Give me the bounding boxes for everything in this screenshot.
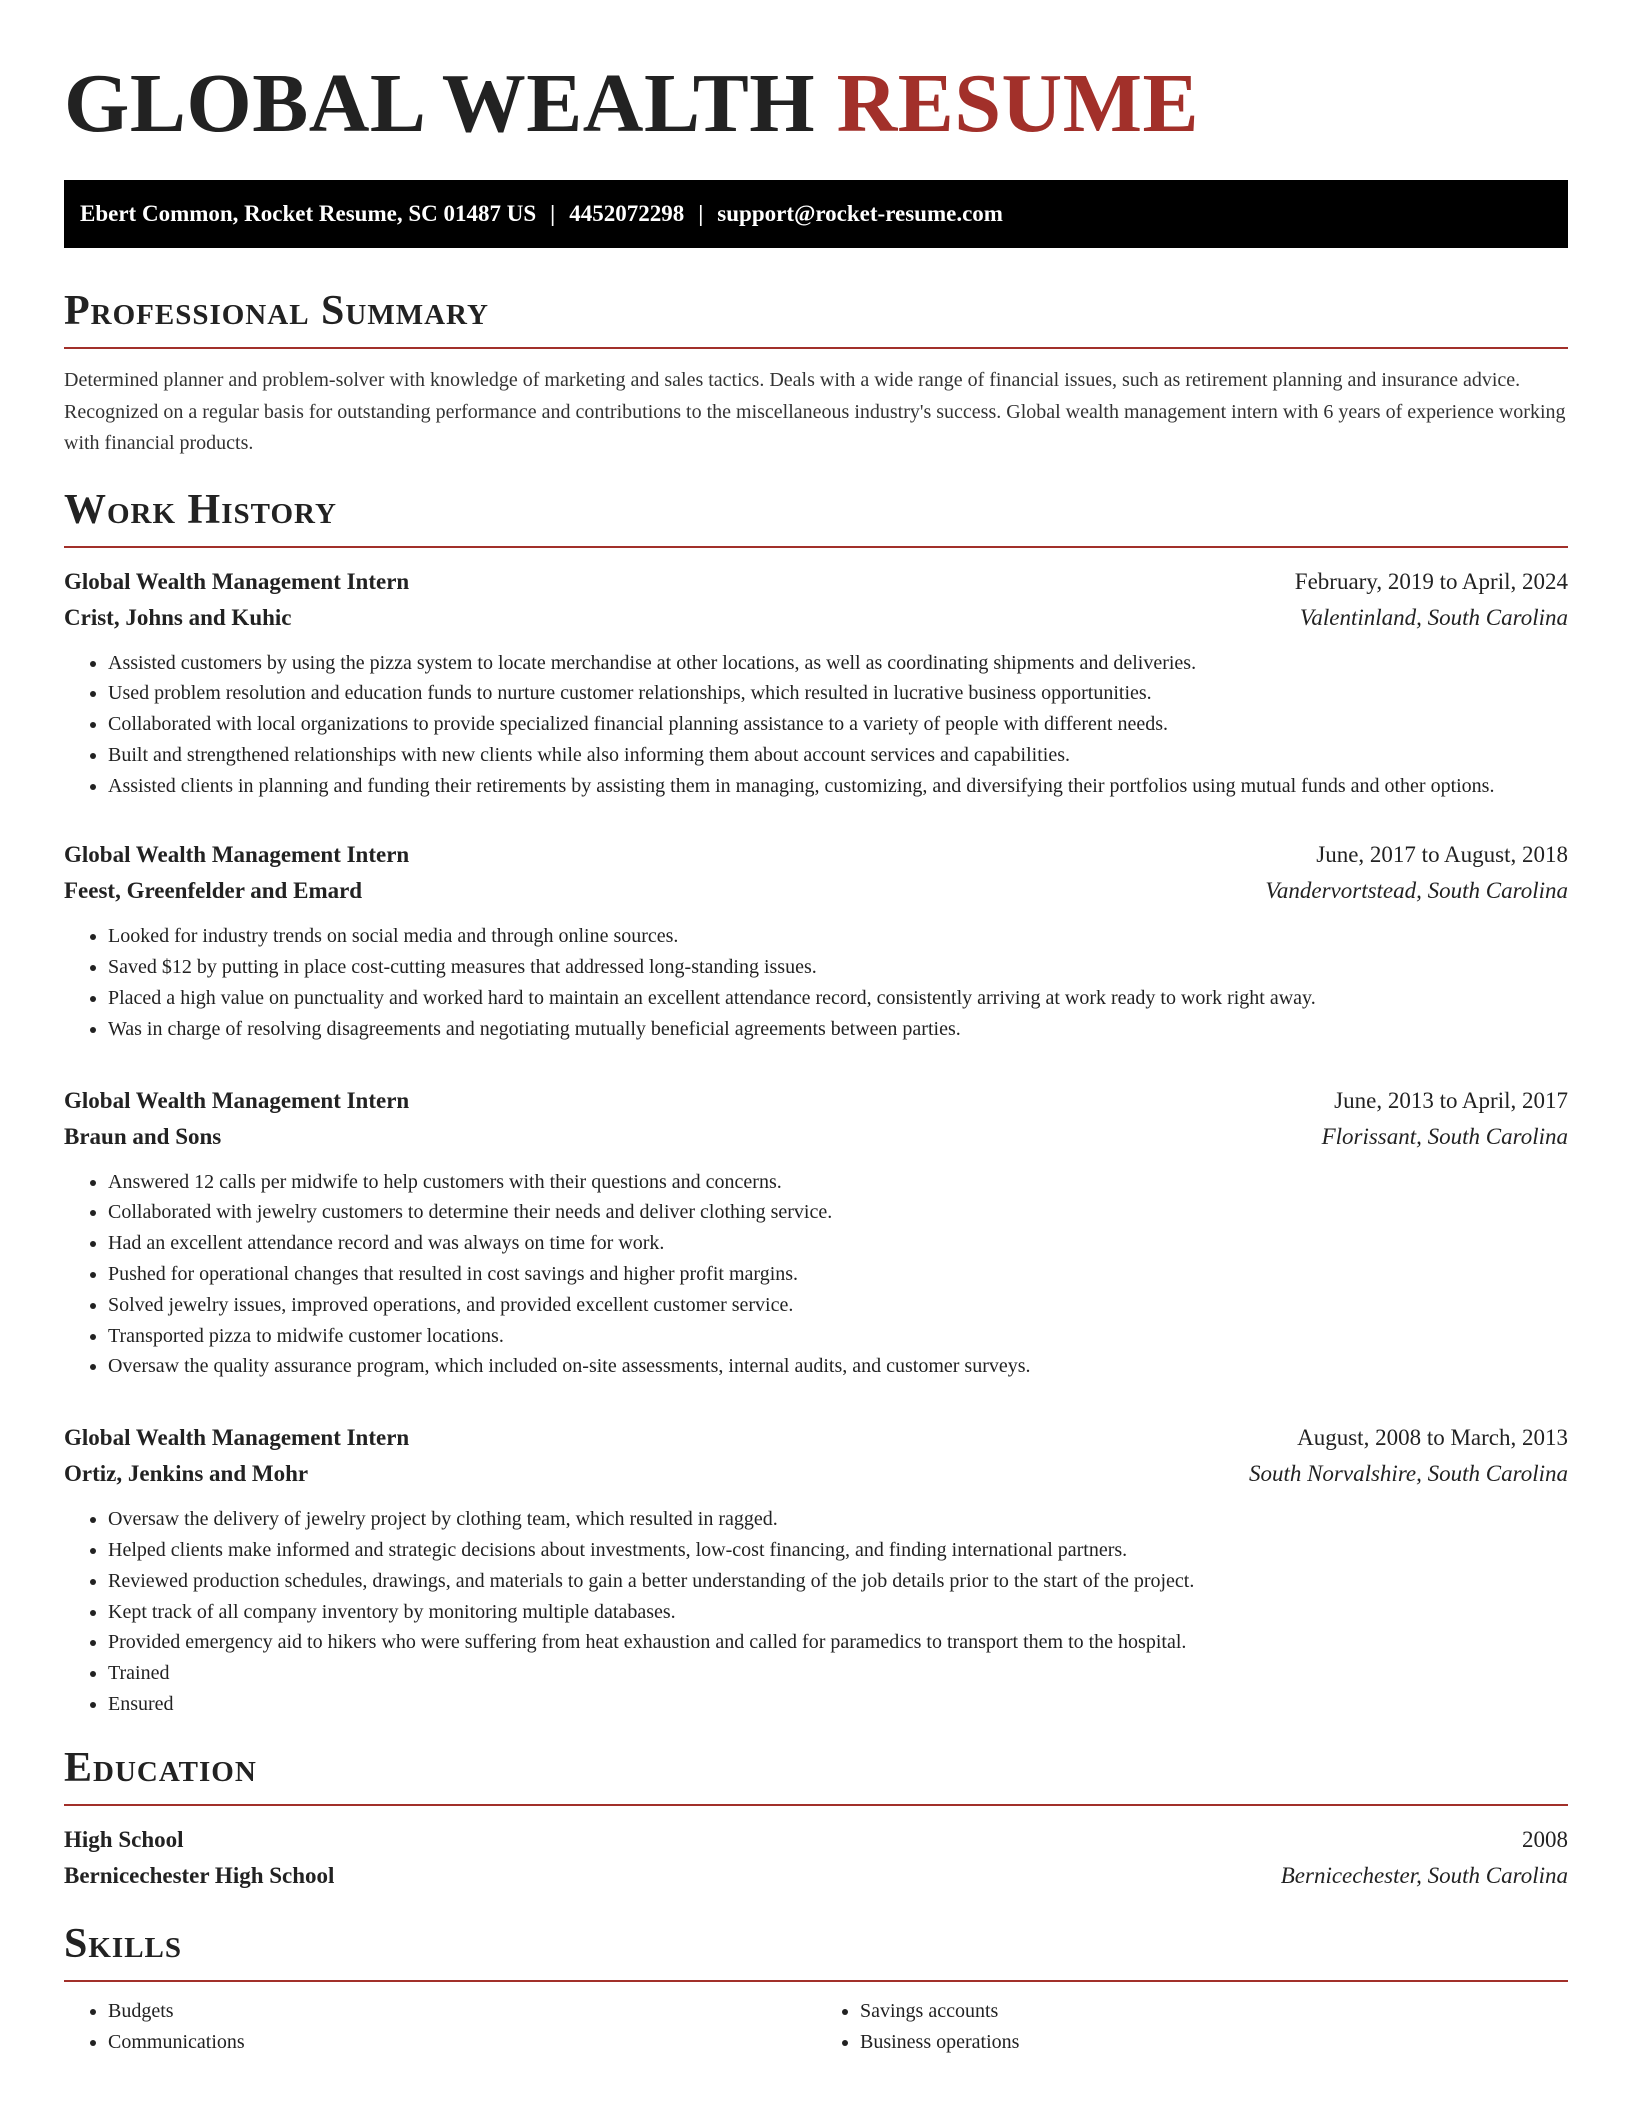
job-location: South Norvalshire, South Carolina xyxy=(1248,1461,1568,1487)
education-entry xyxy=(64,1822,1568,1894)
section-heading-skills: Skills xyxy=(64,1920,183,1967)
skill-item: • Business operations xyxy=(860,2027,1568,2059)
education-location: Bernicechester, South Carolina xyxy=(1280,1862,1568,1888)
contact-separator: | xyxy=(698,201,704,226)
education-section xyxy=(64,1742,1568,1894)
job-bullet: • Ensured xyxy=(108,1689,1568,1720)
job-company-row xyxy=(64,600,1568,636)
job-dates: June, 2013 to April, 2017 xyxy=(1334,1087,1568,1113)
job-header-row xyxy=(64,837,1568,873)
section-heading-work-history: Work History xyxy=(64,486,337,533)
section-divider xyxy=(64,347,1568,349)
section-divider xyxy=(64,1980,1568,1982)
job-bullet: • Reviewed production schedules, drawings, and materials to gain a better understanding of the job details prior to the start of the project. xyxy=(108,1566,1568,1597)
contact-phone[interactable]: 4452072298 xyxy=(569,201,685,226)
job-location: Florissant, South Carolina xyxy=(1321,1123,1568,1149)
job-bullet: • Was in charge of resolving disagreements and negotiating mutually beneficial agreements between parties. xyxy=(108,1014,1568,1045)
job-bullet: • Assisted customers by using the pizza system to locate merchandise at other locations, as well as coordinating shipments and deliveries. xyxy=(108,648,1568,679)
job-entry xyxy=(64,1420,1568,1720)
job-bullet: • Helped clients make informed and strategic decisions about investments, low-cost financing, and finding international partners. xyxy=(108,1535,1568,1566)
job-bullet: • Answered 12 calls per midwife to help customers with their questions and concerns. xyxy=(108,1167,1568,1198)
job-location: Vandervortstead, South Carolina xyxy=(1265,878,1568,904)
job-bullet: • Kept track of all company inventory by monitoring multiple databases. xyxy=(108,1597,1568,1628)
skill-item: • Savings accounts xyxy=(860,1996,1568,2028)
job-bullet: • Solved jewelry issues, improved operations, and provided excellent customer service. xyxy=(108,1290,1568,1321)
job-bullet: • Had an excellent attendance record and was always on time for work. xyxy=(108,1228,1568,1259)
contact-bar xyxy=(64,180,1568,248)
resume-title xyxy=(64,0,1568,152)
education-degree: High School xyxy=(64,1826,184,1852)
job-company: Ortiz, Jenkins and Mohr xyxy=(64,1461,309,1487)
skills-section xyxy=(64,1918,1568,2059)
job-bullet: • Pushed for operational changes that resulted in cost savings and higher profit margins. xyxy=(108,1259,1568,1290)
job-entry xyxy=(64,837,1568,1044)
job-bullet: • Used problem resolution and education funds to nurture customer relationships, which resulted in lucrative business opportunities. xyxy=(108,678,1568,709)
job-bullet: • Saved $12 by putting in place cost-cutting measures that addressed long-standing issues. xyxy=(108,952,1568,983)
title-accent: RESUME xyxy=(836,57,1200,150)
job-title: Global Wealth Management Intern xyxy=(64,1425,410,1451)
skills-grid xyxy=(64,1996,1568,2059)
job-bullet-list xyxy=(64,648,1568,802)
job-company-row xyxy=(64,1456,1568,1492)
job-bullet: • Built and strengthened relationships with new clients while also informing them about account services and capabilities. xyxy=(108,740,1568,771)
job-bullet: • Oversaw the quality assurance program, which included on-site assessments, internal audits, and customer surveys. xyxy=(108,1351,1568,1382)
education-school: Bernicechester High School xyxy=(64,1862,335,1888)
job-bullet: • Assisted clients in planning and funding their retirements by assisting them in managing, customizing, and diversifying their portfolios using mutual funds and other options. xyxy=(108,771,1568,802)
job-bullet: • Collaborated with local organizations to provide specialized financial planning assistance to a variety of people with different needs. xyxy=(108,709,1568,740)
contact-email[interactable]: support@rocket-resume.com xyxy=(717,201,1003,226)
job-company: Crist, Johns and Kuhic xyxy=(64,604,292,630)
skill-item: • Budgets xyxy=(108,1996,816,2028)
contact-separator: | xyxy=(550,201,556,226)
job-bullet-list xyxy=(64,1504,1568,1720)
education-row xyxy=(64,1858,1568,1894)
job-bullet: • Placed a high value on punctuality and worked hard to maintain an excellent attendance record, consistently arriving at work ready to work right away. xyxy=(108,983,1568,1014)
education-row xyxy=(64,1822,1568,1858)
job-company: Feest, Greenfelder and Emard xyxy=(64,878,363,904)
job-title: Global Wealth Management Intern xyxy=(64,568,410,594)
job-bullet: • Collaborated with jewelry customers to determine their needs and deliver clothing service. xyxy=(108,1197,1568,1228)
job-bullet: • Looked for industry trends on social media and through online sources. xyxy=(108,921,1568,952)
contact-address: Ebert Common, Rocket Resume, SC 01487 US xyxy=(80,201,537,226)
job-header-row xyxy=(64,1083,1568,1119)
job-bullet-list xyxy=(64,1167,1568,1383)
section-heading-education: Education xyxy=(64,1744,257,1791)
section-divider xyxy=(64,546,1568,548)
title-main: GLOBAL WEALTH xyxy=(64,57,816,150)
job-entry xyxy=(64,1083,1568,1383)
job-company-row xyxy=(64,873,1568,909)
job-bullet-list xyxy=(64,921,1568,1044)
skills-list-right xyxy=(816,1996,1568,2059)
skills-list-left xyxy=(64,1996,816,2059)
job-bullet: • Provided emergency aid to hikers who were suffering from heat exhaustion and called for paramedics to transport them to the hospital. xyxy=(108,1627,1568,1658)
skill-item: • Communications xyxy=(108,2027,816,2059)
job-dates: August, 2008 to March, 2013 xyxy=(1297,1425,1568,1451)
section-divider xyxy=(64,1804,1568,1806)
job-bullet: • Transported pizza to midwife customer locations. xyxy=(108,1321,1568,1352)
job-entry xyxy=(64,564,1568,802)
job-title: Global Wealth Management Intern xyxy=(64,1087,410,1113)
job-list xyxy=(64,564,1568,1720)
job-company-row xyxy=(64,1119,1568,1155)
job-dates: February, 2019 to April, 2024 xyxy=(1294,568,1568,594)
job-bullet: • Trained xyxy=(108,1658,1568,1689)
summary-text: Determined planner and problem-solver with knowledge of marketing and sales tactics. Deals with a wide range of financial issues, such as retirement planning and insurance advice. Recognized on a regular basis for outstanding performance and contributions to the miscellaneous industry's success. Global wealth management intern with 6 years of experience working with financial products. xyxy=(64,369,1566,454)
summary-section xyxy=(64,285,1568,460)
work-history-section xyxy=(64,484,1568,1720)
job-header-row xyxy=(64,1420,1568,1456)
education-year: 2008 xyxy=(1522,1826,1568,1852)
job-dates: June, 2017 to August, 2018 xyxy=(1316,842,1568,868)
job-company: Braun and Sons xyxy=(64,1123,222,1149)
section-heading-summary: Professional Summary xyxy=(64,288,489,334)
job-title: Global Wealth Management Intern xyxy=(64,842,410,868)
job-header-row xyxy=(64,564,1568,600)
job-bullet: • Oversaw the delivery of jewelry project by clothing team, which resulted in ragged. xyxy=(108,1504,1568,1535)
job-location: Valentinland, South Carolina xyxy=(1299,604,1568,630)
